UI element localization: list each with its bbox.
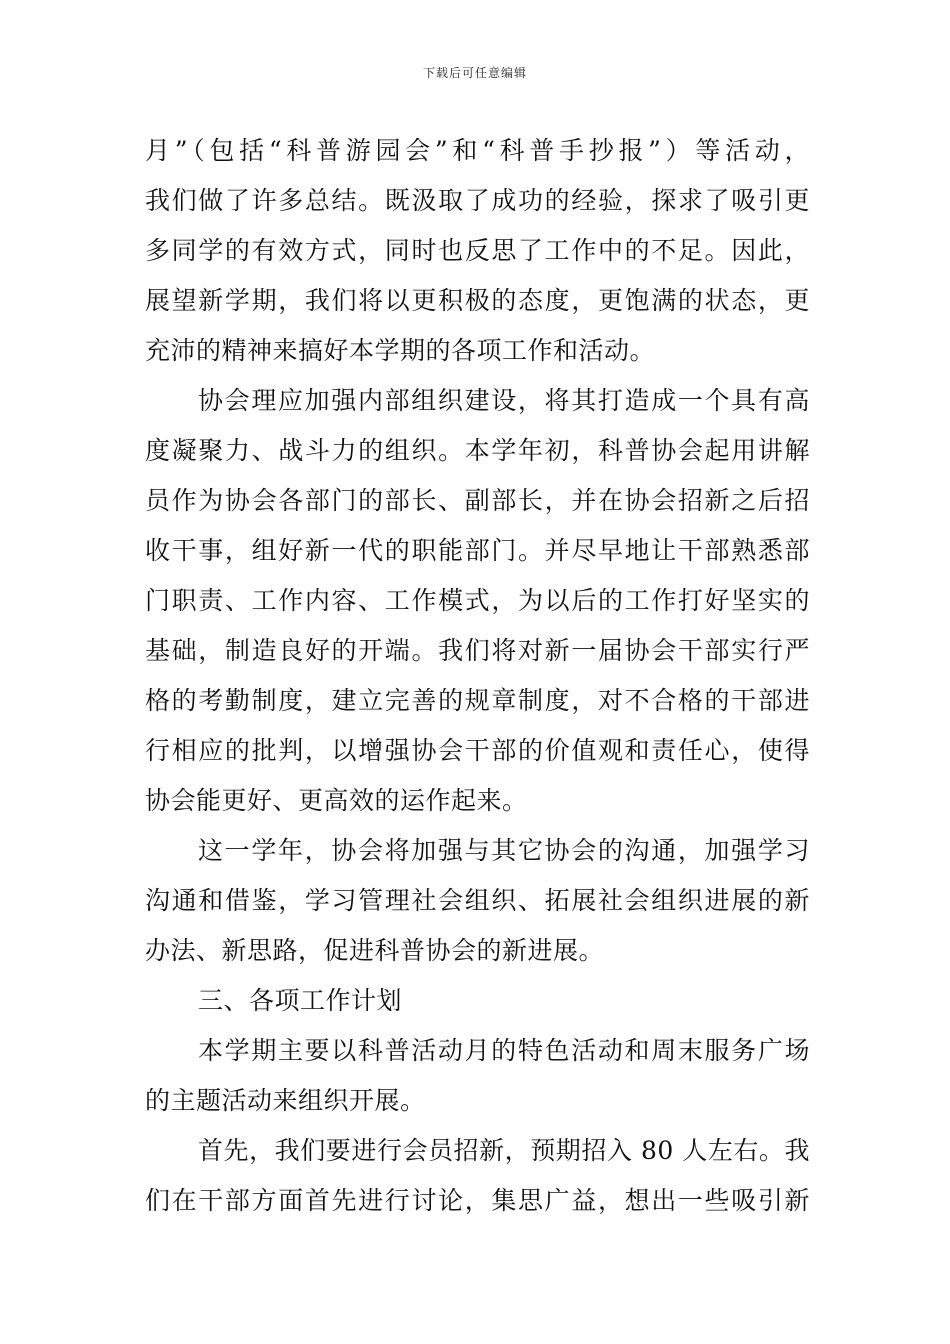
text-line: 度凝聚力、战斗力的组织。本学年初，科普协会起用讲解 (145, 436, 810, 465)
text-line: 沟通和借鉴，学习管理社会组织、拓展社会组织进展的新 (145, 886, 810, 915)
text-line: 的主题活动来组织开展。 (145, 1086, 426, 1115)
text-line: 充沛的精神来搞好本学期的各项工作和活动。 (145, 336, 656, 365)
text-line: 员作为协会各部门的部长、副部长，并在协会招新之后招 (145, 486, 810, 515)
text-line: 门职责、工作内容、工作模式，为以后的工作打好坚实的 (145, 586, 810, 615)
text-line: 协会理应加强内部组织建设，将其打造成一个具有高 (198, 386, 810, 415)
text-line: 行相应的批判，以增强协会干部的价值观和责任心，使得 (145, 736, 810, 765)
text-line: 们在干部方面首先进行讨论，集思广益，想出一些吸引新 (145, 1186, 810, 1215)
text-line: 格的考勤制度，建立完善的规章制度，对不合格的干部进 (145, 686, 810, 715)
text-line: 这一学年，协会将加强与其它协会的沟通，加强学习 (198, 836, 810, 865)
text-line: 协会能更好、更高效的运作起来。 (145, 786, 528, 815)
text-line: 收干事，组好新一代的职能部门。并尽早地让干部熟悉部 (145, 536, 810, 565)
document-body (145, 126, 810, 1226)
page-header: 下载后可任意编辑 (422, 66, 527, 80)
text-line: 基础，制造良好的开端。我们将对新一届协会干部实行严 (145, 636, 810, 665)
text-line: 我们做了许多总结。既汲取了成功的经验，探求了吸引更 (145, 186, 810, 215)
text-line: 首先，我们要进行会员招新，预期招入 80 人左右。我 (198, 1136, 810, 1165)
text-line: 多同学的有效方式，同时也反思了工作中的不足。因此， (145, 236, 810, 265)
text-line: 办法、新思路，促进科普协会的新进展。 (145, 936, 605, 965)
text-line: 展望新学期，我们将以更积极的态度，更饱满的状态，更 (145, 286, 810, 315)
text-line: 三、各项工作计划 (198, 986, 403, 1015)
text-line: 本学期主要以科普活动月的特色活动和周末服务广场 (198, 1036, 810, 1065)
text-line: 月”（包括“科普游园会”和“科普手抄报”）等活动， (145, 136, 810, 165)
